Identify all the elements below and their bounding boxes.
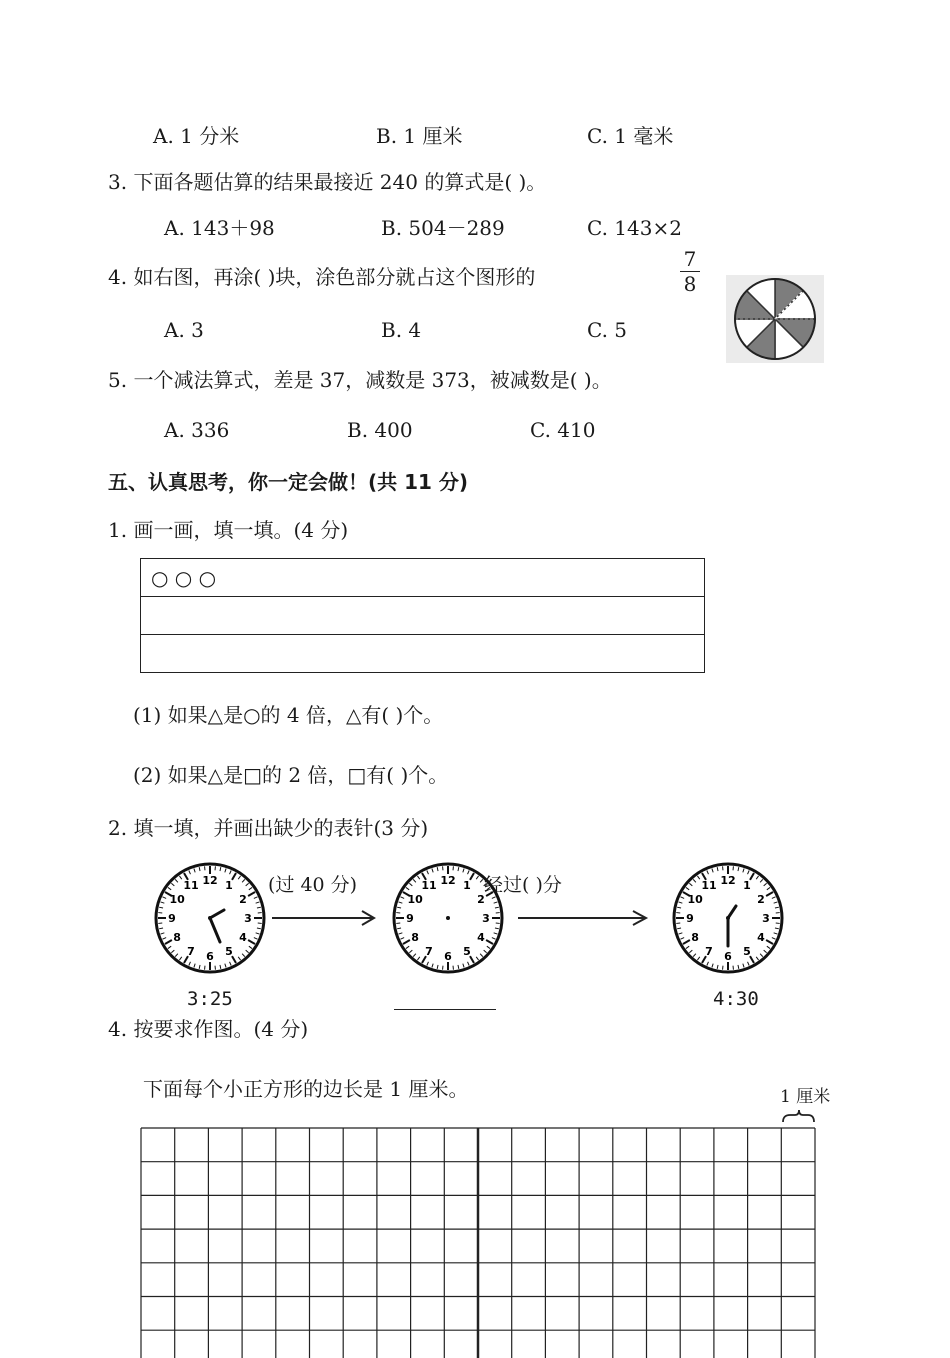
- p1-sub1: (1) 如果△是○的 4 倍，△有( )个。: [133, 703, 443, 727]
- q2-option-c: C. 1 毫米: [587, 124, 673, 148]
- clock-2-time-blank[interactable]: [394, 1009, 496, 1010]
- clock-number: 11: [701, 879, 716, 892]
- clock-number: 1: [225, 879, 233, 892]
- p2-title: 2. 填一填，并画出缺少的表针(3 分): [108, 816, 428, 840]
- grid-scale-label: 1 厘米: [780, 1087, 830, 1107]
- clock-number: 2: [757, 893, 765, 906]
- p4-description: 下面每个小正方形的边长是 1 厘米。: [143, 1077, 468, 1101]
- clock-number: 5: [225, 945, 233, 958]
- clock-number: 9: [406, 912, 414, 925]
- clock-number: 5: [463, 945, 471, 958]
- clock-number: 2: [239, 893, 247, 906]
- clock-number: 5: [743, 945, 751, 958]
- section-heading: 五、认真思考，你一定会做！(共 11 分): [108, 466, 468, 495]
- p1-row-squares[interactable]: [141, 635, 705, 673]
- clock-number: 6: [206, 950, 214, 963]
- clock-number: 3: [762, 912, 770, 925]
- q4-option-a: A. 3: [164, 318, 204, 342]
- p2-arrow1-label: (过 40 分): [268, 873, 357, 897]
- q4-fraction-numerator: 7: [684, 247, 697, 271]
- clock-number: 10: [407, 893, 423, 906]
- q3-option-c: C. 143×2: [587, 216, 682, 240]
- p1-row-circles: ○ ○ ○: [141, 559, 705, 597]
- clock-number: 2: [477, 893, 485, 906]
- q2-option-b: B. 1 厘米: [376, 124, 463, 148]
- q4-pie-figure: [726, 275, 824, 363]
- q4-stem: 4. 如右图，再涂( )块，涂色部分就占这个图形的: [108, 265, 535, 289]
- q4-option-b: B. 4: [381, 318, 421, 342]
- clock-number: 3: [244, 912, 252, 925]
- p1-row-triangles[interactable]: [141, 597, 705, 635]
- clock-number: 6: [724, 950, 732, 963]
- clock-number: 6: [444, 950, 452, 963]
- p1-drawing-table: [140, 558, 705, 673]
- square-grid[interactable]: [141, 1128, 821, 1358]
- clock-number: 11: [421, 879, 436, 892]
- q5-option-c: C. 410: [530, 418, 595, 442]
- clock-number: 9: [168, 912, 176, 925]
- clock-number: 9: [686, 912, 694, 925]
- clock-number: 8: [691, 931, 699, 944]
- clock-number: 8: [411, 931, 419, 944]
- p4-title: 4. 按要求作图。(4 分): [108, 1017, 308, 1041]
- q4-option-c: C. 5: [587, 318, 627, 342]
- clock-number: 7: [425, 945, 433, 958]
- clock-3-time: 4:30: [713, 987, 759, 1011]
- q4-fraction-denominator: 8: [684, 272, 697, 296]
- q3-option-a: A. 143＋98: [164, 216, 275, 240]
- clock-number: 11: [183, 879, 198, 892]
- clock-number: 10: [169, 893, 185, 906]
- q2-option-a: A. 1 分米: [153, 124, 239, 148]
- clock-number: 4: [477, 931, 485, 944]
- q3-stem: 3. 下面各题估算的结果最接近 240 的算式是( )。: [108, 170, 546, 194]
- clock-number: 10: [687, 893, 703, 906]
- clock-1-time: 3:25: [187, 987, 233, 1011]
- clock-1: [150, 858, 270, 978]
- q5-option-b: B. 400: [347, 418, 413, 442]
- clock-3: [668, 858, 788, 978]
- p2-arrow2-label: 经过( )分: [484, 873, 562, 897]
- q3-option-b: B. 504－289: [381, 216, 505, 240]
- clock-number: 1: [743, 879, 751, 892]
- clock-number: 7: [187, 945, 195, 958]
- q5-option-a: A. 336: [164, 418, 229, 442]
- clock-number: 7: [705, 945, 713, 958]
- clock-number: 4: [239, 931, 247, 944]
- clock-number: 12: [720, 874, 735, 887]
- clock-number: 4: [757, 931, 765, 944]
- p1-title: 1. 画一画，填一填。(4 分): [108, 518, 348, 542]
- grid-scale-brace: [780, 1110, 820, 1124]
- q4-fraction: [678, 248, 702, 295]
- q5-stem: 5. 一个减法算式，差是 37，减数是 373，被减数是( )。: [108, 368, 612, 392]
- p1-sub2: (2) 如果△是□的 2 倍，□有( )个。: [133, 763, 448, 787]
- clock-number: 3: [482, 912, 490, 925]
- p2-arrow-2: [518, 908, 653, 928]
- clock-number: 8: [173, 931, 181, 944]
- clock-number: 12: [202, 874, 217, 887]
- p2-arrow-1: [272, 908, 382, 928]
- clock-number: 12: [440, 874, 455, 887]
- clock-number: 1: [463, 879, 471, 892]
